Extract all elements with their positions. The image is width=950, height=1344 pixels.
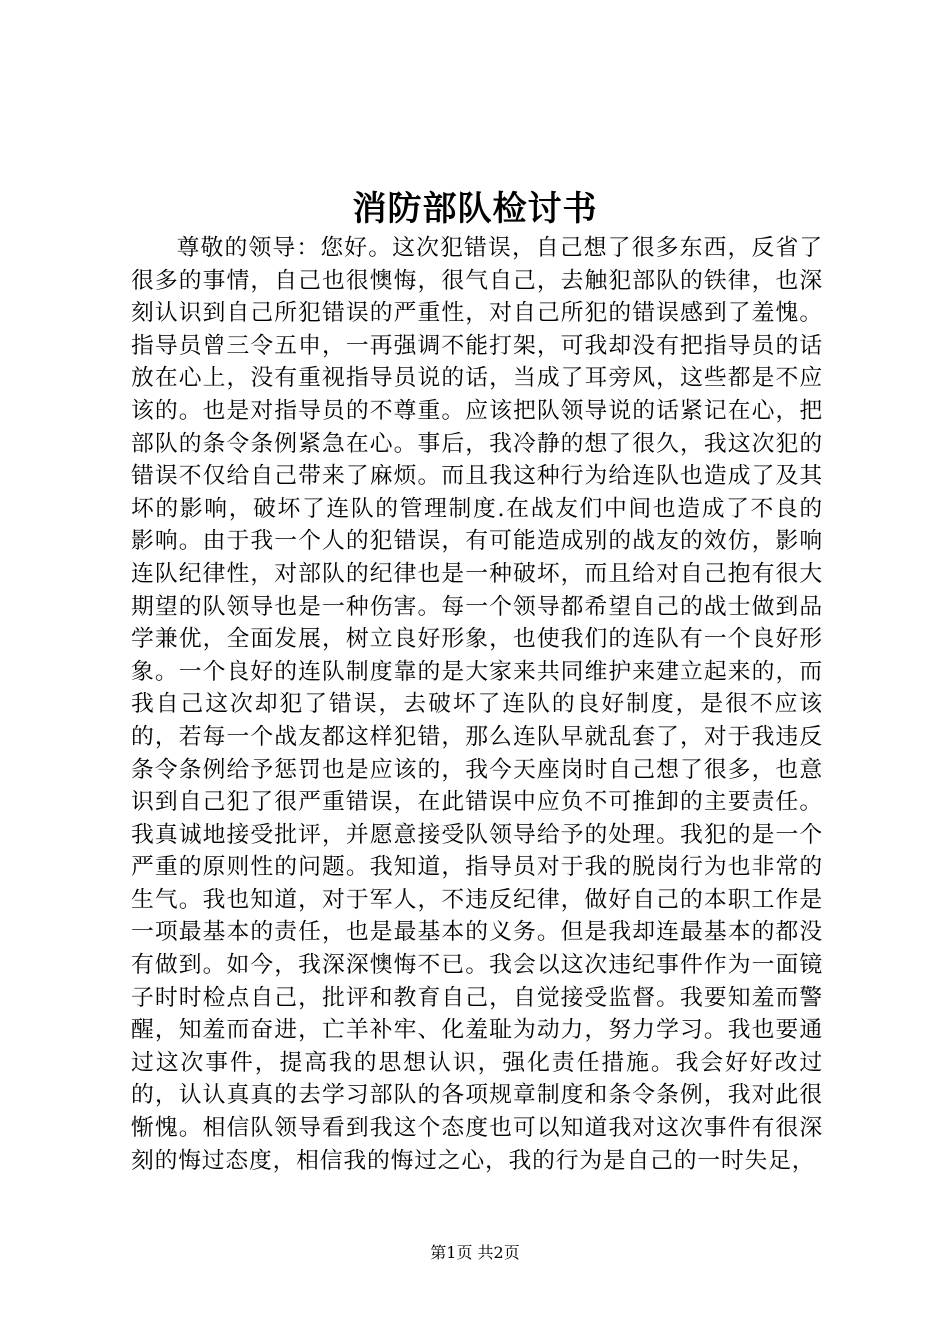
page-number: 第1页 共2页 (430, 1243, 520, 1262)
document-body: 尊敬的领导：您好。这次犯错误，自己想了很多东西，反省了很多的事情，自己也很懊悔，很气自己，去触犯部队的铁律，也深刻认识到自己所犯错误的严重性，对自己所犯的错误感到了羞愧。指导员曾三令五申，一再强调不能打架，可我却没有把指导员的话放在心上，没有重视指导员说的话，当成了耳旁风，这些都是不应该的。也是对指导员的不尊重。应该把队领导说的话紧记在心，把部队的条令条例紧急在心。事后，我冷静的想了很久，我这次犯的错误不仅给自己带来了麻烦。而且我这种行为给连队也造成了及其坏的影响，破坏了连队的管理制度.在战友们中间也造成了不良的影响。由于我一个人的犯错误，有可能造成别的战友的效仿，影响连队纪律性，对部队的纪律也是一种破坏，而且给对自己抱有很大期望的队领导也是一种伤害。每一个领导都希望自己的战士做到品学兼优，全面发展，树立良好形象，也使我们的连队有一个良好形象。一个良好的连队制度靠的是大家来共同维护来建立起来的，而我自己这次却犯了错误，去破坏了连队的良好制度，是很不应该的，若每一个战友都这样犯错，那么连队早就乱套了，对于我违反条令条例给予惩罚也是应该的，我今天座岗时自己想了很多，也意识到自己犯了很严重错误，在此错误中应负不可推卸的主要责任。我真诚地接受批评，并愿意接受队领导给予的处理。我犯的是一个严重的原则性的问题。我知道，指导员对于我的脱岗行为也非常的生气。我也知道，对于军人，不违反纪律，做好自己的本职工作是一项最基本的责任，也是最基本的义务。但是我却连最基本的都没有做到。如今，我深深懊悔不已。我会以这次违纪事件作为一面镜子时时检点自己，批评和教育自己，自觉接受监督。我要知羞而警醒，知羞而奋进，亡羊补牢、化羞耻为动力，努力学习。我也要通过这次事件，提高我的思想认识，强化责任措施。我会好好改过的，认认真真的去学习部队的各项规章制度和条令条例，我对此很惭愧。相信队领导看到我这个态度也可以知道我对这次事件有很深刻的悔过态度，相信我的悔过之心，我的行为是自己的一时失足， (131, 235, 823, 1174)
document-title: 消防部队检讨书 (352, 189, 598, 229)
